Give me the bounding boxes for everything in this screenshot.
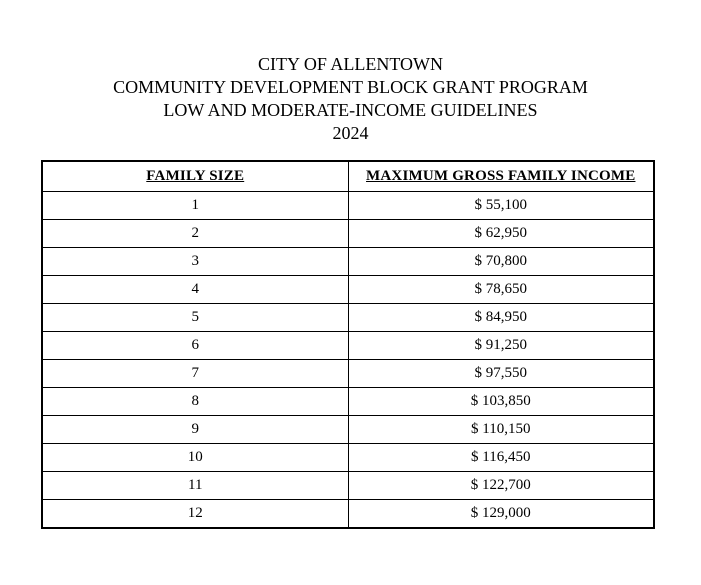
table-row — [42, 500, 654, 529]
table-row — [42, 416, 654, 444]
table-row — [42, 248, 654, 276]
table-row — [42, 276, 654, 304]
income-cell: $ 97,550 — [348, 360, 654, 388]
title-line-guidelines: LOW AND MODERATE-INCOME GUIDELINES — [163, 100, 538, 120]
family-size-header: FAMILY SIZE — [42, 161, 348, 192]
income-cell: $ 70,800 — [348, 248, 654, 276]
document-title-block — [0, 53, 701, 145]
income-cell: $ 91,250 — [348, 332, 654, 360]
family-size-cell: 9 — [42, 416, 348, 444]
income-cell: $ 110,150 — [348, 416, 654, 444]
income-cell: $ 116,450 — [348, 444, 654, 472]
table-row — [42, 360, 654, 388]
income-cell: $ 129,000 — [348, 500, 654, 529]
title-line-year: 2024 — [332, 123, 369, 143]
income-cell: $ 84,950 — [348, 304, 654, 332]
table-row — [42, 304, 654, 332]
family-size-cell: 3 — [42, 248, 348, 276]
table-row — [42, 444, 654, 472]
income-cell: $ 55,100 — [348, 192, 654, 220]
income-cell: $ 122,700 — [348, 472, 654, 500]
title-line-program: COMMUNITY DEVELOPMENT BLOCK GRANT PROGRAM — [113, 77, 588, 97]
max-income-header: MAXIMUM GROSS FAMILY INCOME — [348, 161, 654, 192]
family-size-cell: 1 — [42, 192, 348, 220]
family-size-cell: 12 — [42, 500, 348, 529]
table-row — [42, 388, 654, 416]
income-cell: $ 78,650 — [348, 276, 654, 304]
table-header-row — [42, 161, 654, 192]
table-row — [42, 220, 654, 248]
table-row — [42, 332, 654, 360]
income-guidelines-table — [41, 160, 655, 529]
family-size-cell: 8 — [42, 388, 348, 416]
table-row — [42, 192, 654, 220]
family-size-cell: 11 — [42, 472, 348, 500]
title-line-city: CITY OF ALLENTOWN — [258, 54, 443, 74]
family-size-cell: 4 — [42, 276, 348, 304]
family-size-cell: 2 — [42, 220, 348, 248]
family-size-cell: 5 — [42, 304, 348, 332]
income-cell: $ 103,850 — [348, 388, 654, 416]
family-size-cell: 10 — [42, 444, 348, 472]
family-size-cell: 7 — [42, 360, 348, 388]
table-row — [42, 472, 654, 500]
family-size-cell: 6 — [42, 332, 348, 360]
income-cell: $ 62,950 — [348, 220, 654, 248]
